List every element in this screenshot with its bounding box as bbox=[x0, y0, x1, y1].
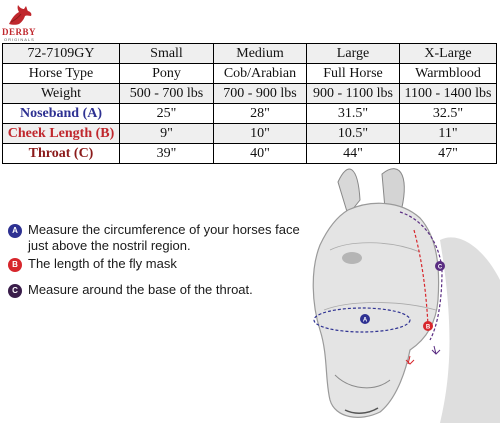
table-cell: Full Horse bbox=[307, 64, 400, 84]
row-label: Throat (C) bbox=[3, 144, 120, 164]
header-cell-large: Large bbox=[307, 44, 400, 64]
table-header-row bbox=[3, 44, 497, 64]
table-cell: 40" bbox=[214, 144, 307, 164]
table-cell: 28" bbox=[214, 104, 307, 124]
diagram-label-a: A bbox=[362, 317, 368, 324]
row-label: Cheek Length (B) bbox=[3, 124, 120, 144]
row-label: Noseband (A) bbox=[3, 104, 120, 124]
brand-tagline: ORIGINALS bbox=[4, 37, 35, 42]
table-cell: 9" bbox=[120, 124, 214, 144]
legend-text: The length of the fly mask bbox=[28, 256, 177, 271]
table-cell: 44" bbox=[307, 144, 400, 164]
diagram-label-b: B bbox=[425, 324, 431, 331]
horse-fly-mask-diagram bbox=[290, 160, 500, 423]
table-cell: Cob/Arabian bbox=[214, 64, 307, 84]
table-row-noseband bbox=[3, 104, 497, 124]
table-cell: Pony bbox=[120, 64, 214, 84]
table-cell: 31.5" bbox=[307, 104, 400, 124]
size-chart-table bbox=[2, 43, 497, 164]
row-label: Horse Type bbox=[3, 64, 120, 84]
header-cell-xlarge: X-Large bbox=[400, 44, 497, 64]
row-label: Weight bbox=[3, 84, 120, 104]
table-row-horse-type bbox=[3, 64, 497, 84]
table-cell: 10" bbox=[214, 124, 307, 144]
brand-name: DERBY bbox=[2, 27, 37, 37]
table-cell: 10.5" bbox=[307, 124, 400, 144]
table-cell: 32.5" bbox=[400, 104, 497, 124]
badge-c-icon: C bbox=[8, 284, 22, 298]
header-cell-medium: Medium bbox=[214, 44, 307, 64]
legend-text: Measure around the base of the throat. bbox=[28, 282, 253, 297]
horse-logo-icon bbox=[6, 2, 34, 28]
table-cell: 11" bbox=[400, 124, 497, 144]
diagram-label-c: C bbox=[437, 264, 443, 271]
header-cell-small: Small bbox=[120, 44, 214, 64]
table-cell: 700 - 900 lbs bbox=[214, 84, 307, 104]
legend-text: Measure the circumference of your horses face just above the nostril region. bbox=[28, 222, 300, 253]
table-cell: Warmblood bbox=[400, 64, 497, 84]
header-cell-model: 72-7109GY bbox=[3, 44, 120, 64]
derby-logo bbox=[2, 2, 36, 42]
badge-a-icon: A bbox=[8, 224, 22, 238]
table-cell: 47" bbox=[400, 144, 497, 164]
table-cell: 39" bbox=[120, 144, 214, 164]
table-cell: 1100 - 1400 lbs bbox=[400, 84, 497, 104]
table-cell: 900 - 1100 lbs bbox=[307, 84, 400, 104]
table-row-weight bbox=[3, 84, 497, 104]
table-cell: 25" bbox=[120, 104, 214, 124]
table-cell: 500 - 700 lbs bbox=[120, 84, 214, 104]
badge-b-icon: B bbox=[8, 258, 22, 272]
table-row-cheek-length bbox=[3, 124, 497, 144]
